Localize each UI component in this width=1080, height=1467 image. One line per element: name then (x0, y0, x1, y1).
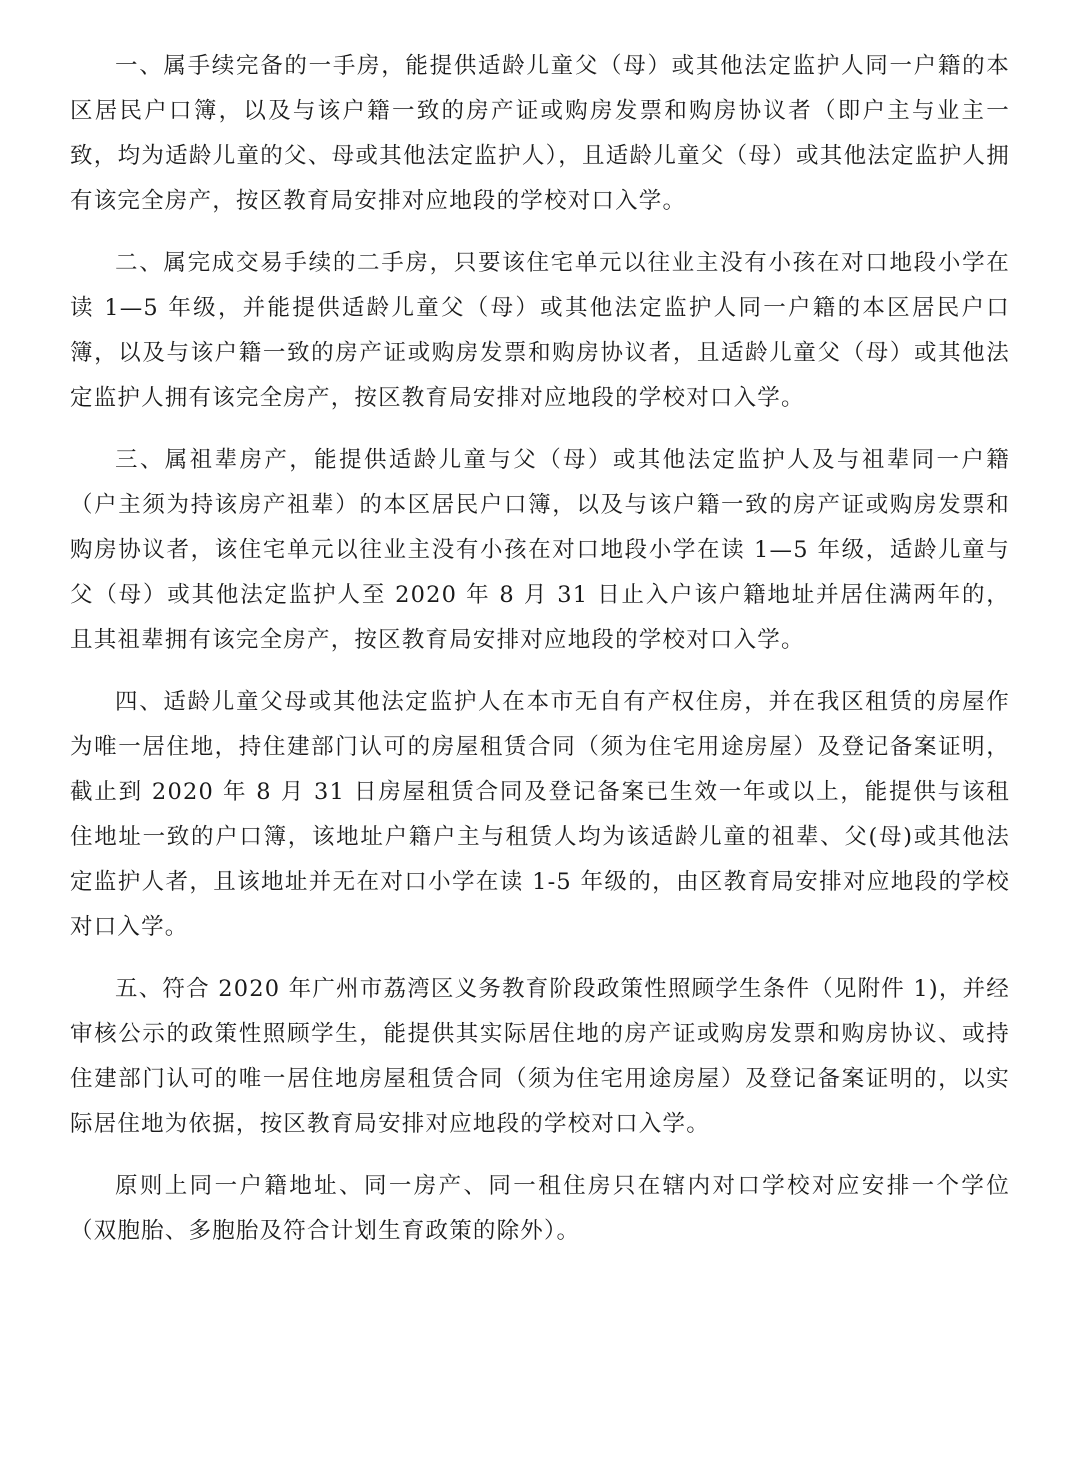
paragraph-2: 二、属完成交易手续的二手房，只要该住宅单元以往业主没有小孩在对口地段小学在读 1—5 年级，并能提供适龄儿童父（母）或其他法定监护人同一户籍的本区居民户口簿，以及与该户籍一致的房产证或购房发票和购房协议者，且适龄儿童父（母）或其他法定监护人拥有该完全房产，按区教育局安排对应地段的学校对口入学。 (70, 250, 1010, 411)
paragraph-1: 一、属手续完备的一手房，能提供适龄儿童父（母）或其他法定监护人同一户籍的本区居民户口簿，以及与该户籍一致的房产证或购房发票和购房协议者（即户主与业主一致，均为适龄儿童的父、母或其他法定监护人），且适龄儿童父（母）或其他法定监护人拥有该完全房产，按区教育局安排对应地段的学校对口入学。 (70, 53, 1010, 214)
paragraph-5: 五、符合 2020 年广州市荔湾区义务教育阶段政策性照顾学生条件（见附件 1)，并经审核公示的政策性照顾学生，能提供其实际居住地的房产证或购房发票和购房协议、或持住建部门认可的唯一居住地房屋租赁合同（须为住宅用途房屋）及登记备案证明的，以实际居住地为依据，按区教育局安排对应地段的学校对口入学。 (70, 976, 1010, 1137)
paragraph-6: 原则上同一户籍地址、同一房产、同一租住房只在辖内对口学校对应安排一个学位（双胞胎、多胞胎及符合计划生育政策的除外）。 (70, 1173, 1010, 1244)
paragraph-4: 四、适龄儿童父母或其他法定监护人在本市无自有产权住房，并在我区租赁的房屋作为唯一居住地，持住建部门认可的房屋租赁合同（须为住宅用途房屋）及登记备案证明，截止到 2020 年 8 月 31 日房屋租赁合同及登记备案已生效一年或以上，能提供与该租住地址一致的户口簿，该地址户籍户主与租赁人均为该适龄儿童的祖辈、父(母)或其他法定监护人者，且该地址并无在对口小学在读 1-5 年级的，由区教育局安排对应地段的学校对口入学。 (70, 689, 1010, 940)
document-body (70, 44, 1010, 1271)
paragraph-3: 三、属祖辈房产，能提供适龄儿童与父（母）或其他法定监护人及与祖辈同一户籍（户主须为持该房产祖辈）的本区居民户口簿，以及与该户籍一致的房产证或购房发票和购房协议者，该住宅单元以往业主没有小孩在对口地段小学在读 1—5 年级，适龄儿童与父（母）或其他法定监护人至 2020 年 8 月 31 日止入户该户籍地址并居住满两年的，且其祖辈拥有该完全房产，按区教育局安排对应地段的学校对口入学。 (70, 447, 1010, 653)
